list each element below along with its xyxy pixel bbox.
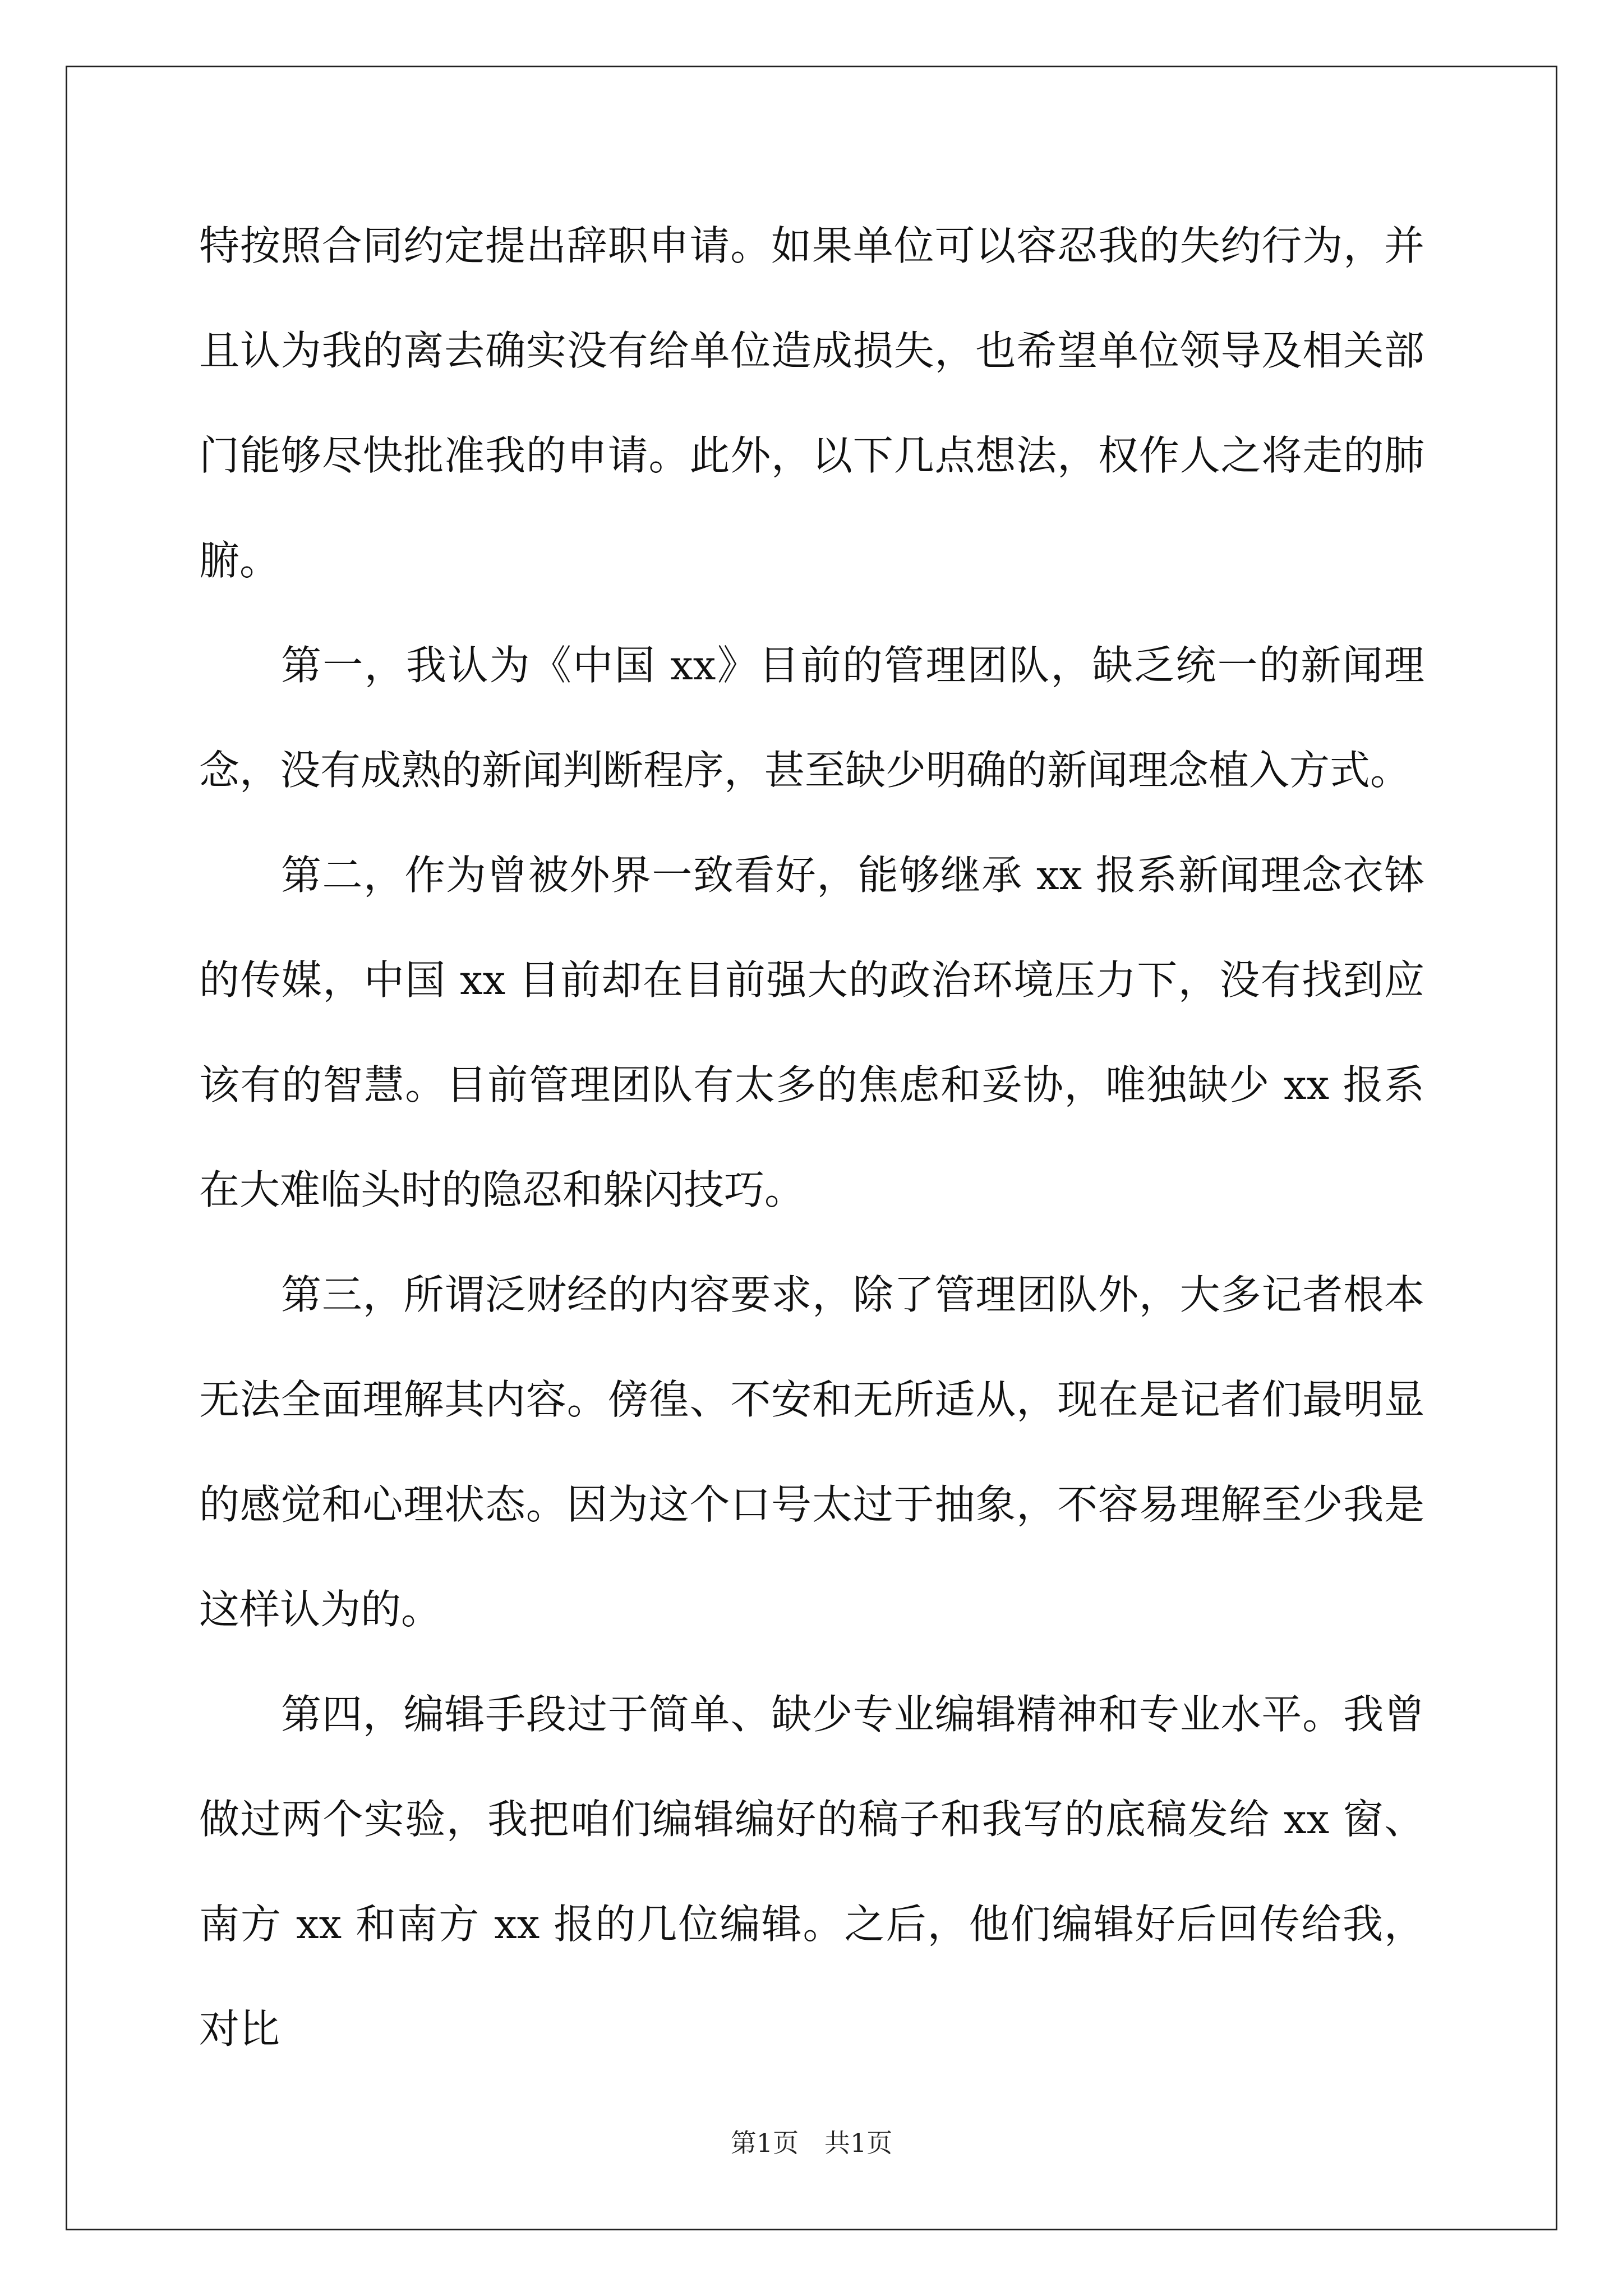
paragraph-point-3: 第三，所谓泛财经的内容要求，除了管理团队外，大多记者根本无法全面理解其内容。傍徨、不安和无所适从，现在是记者们最明显的感觉和心理状态。因为这个口号太过于抽象，不容易理解至少我是这样认为的。 (199, 1271, 1424, 1633)
paragraph-continued: 特按照合同约定提出辞职申请。如果单位可以容忍我的失约行为，并且认为我的离去确实没有给单位造成损失，也希望单位领导及相关部门能够尽快批准我的申请。此外，以下几点想法，权作人之将走的肺腑。 (199, 222, 1424, 584)
document-body (199, 194, 1424, 2082)
paragraph-point-2: 第二，作为曾被外界一致看好，能够继承 xx 报系新闻理念衣钵的传媒，中国 xx 目前却在目前强大的政治环境压力下，没有找到应该有的智慧。目前管理团队有太多的焦虑和妥协，唯独缺少 xx 报系在大难临头时的隐忍和躲闪技巧。 (199, 852, 1424, 1213)
page-footer: 第1页 共1页 (730, 2128, 893, 2158)
paragraph-point-4: 第四，编辑手段过于简单、缺少专业编辑精神和专业水平。我曾做过两个实验，我把咱们编辑编好的稿子和我写的底稿发给 xx 窗、南方 xx 和南方 xx 报的几位编辑。之后，他们编辑好后回传给我，对比 (199, 1691, 1424, 2053)
paragraph-point-1: 第一，我认为《中国 xx》目前的管理团队，缺乏统一的新闻理念，没有成熟的新闻判断程序，甚至缺少明确的新闻理念植入方式。 (199, 642, 1424, 794)
